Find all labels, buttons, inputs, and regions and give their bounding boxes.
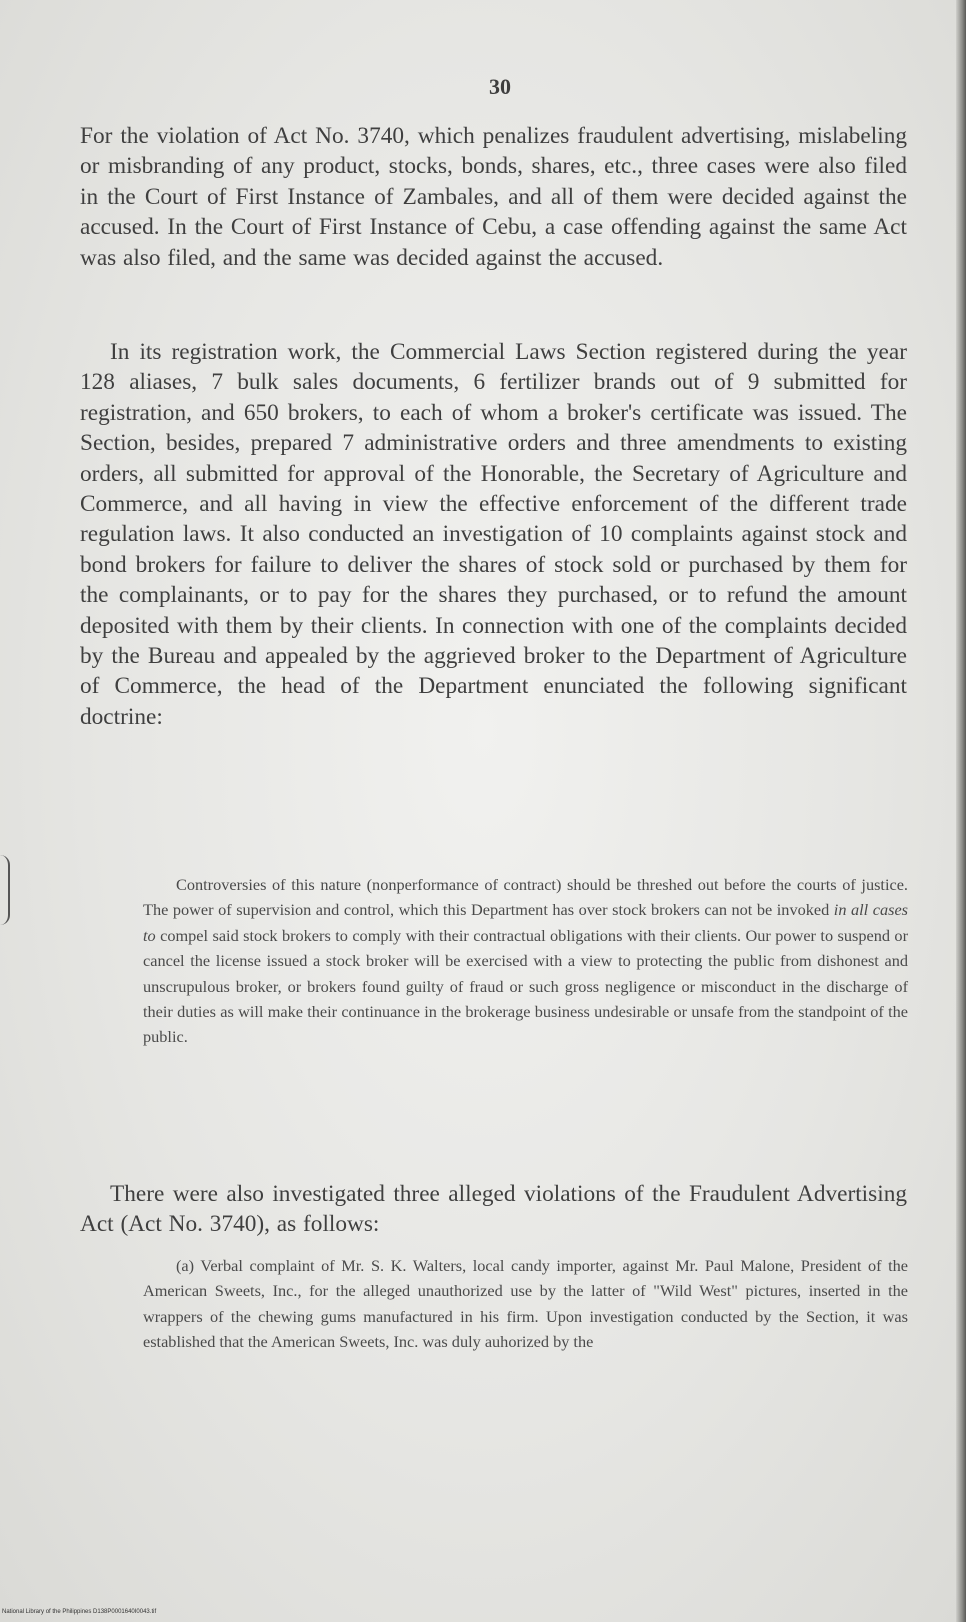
paragraph-text: There were also investigated three alleged violations of the Fraudulent Advertising Act (Act No. 3740), as follows: bbox=[80, 1181, 907, 1238]
paragraph-registration-work bbox=[80, 337, 907, 732]
block-quote-complaint-a: (a) Verbal complaint of Mr. S. K. Walters, local candy importer, against Mr. Paul Malone, President of the American Sweets, Inc., for the alleged unauthorized use by the latter of "Wild West" pictures, inserted in the wrappers of the chewing gums manufactured in his firm. Upon investigation conducted by the Section, it was established that the American Sweets, Inc. was duly auhorized by the bbox=[143, 1256, 908, 1352]
quote-emphasis: in all cases to bbox=[143, 900, 909, 945]
paragraph-text: For the violation of Act No. 3740, which penalizes fraudulent advertising, mislabeling or misbranding of any product, stocks, bonds, shares, etc., three cases were also filed in the Court of First Instance of Zambales, and all of them were decided against the accused. In the Court of First Instance of Cebu, a case offending against the same Act was also filed, and the same was decided against the accused. bbox=[80, 123, 907, 271]
paragraph-act-3740-cases bbox=[80, 121, 907, 273]
page-edge-shadow bbox=[956, 0, 966, 1622]
archive-footer-label: National Library of the Philippines D138P0001640I0043.tif bbox=[2, 1609, 157, 1615]
paragraph-investigated-violations bbox=[80, 1179, 907, 1240]
quote-text-end: compel said stock brokers to comply with their contractual obligations with their clients. Our power to suspend or cancel the license issued a stock broker will be exercised with a view to protecting the public from dishonest and unscrupulous broker, or brokers found guilty of fraud or such gross negligence or misconduct in the discharge of their duties as will make their continuance in the brokerage business undesirable or unsafe from the standpoint of the public. bbox=[143, 925, 908, 1047]
quote-text-start: Controversies of this nature (nonperformance of contract) should be threshed out before the courts of justice. The power of supervision and control, which this Department has over stock brokers can not be invoked bbox=[143, 875, 908, 920]
page-number: 30 bbox=[489, 74, 511, 99]
block-quote-doctrine bbox=[143, 872, 908, 1050]
binding-mark bbox=[0, 855, 10, 925]
paragraph-text: In its registration work, the Commercial Laws Section registered during the year 128 aliases, 7 bulk sales documents, 6 fertilizer brands out of 9 submitted for registration, and 650 brokers, to each of whom a broker's certificate was issued. The Section, besides, prepared 7 administrative orders and three amendments to existing orders, all submitted for approval of the Honorable, the Secretary of Agriculture and Commerce, and all having in view the effective enforcement of the different trade regulation laws. It also conducted an investigation of 10 complaints against stock and bond brokers for failure to deliver the shares of stock sold or purchased by them for the complainants, or to pay for the shares they purchased, or to refund the amount deposited with them by their clients. In connection with one of the complaints decided by the Bureau and appealed by the aggrieved broker to the Department of Agriculture of Commerce, the head of the Department enunciated the following significant doctrine: bbox=[80, 339, 907, 730]
